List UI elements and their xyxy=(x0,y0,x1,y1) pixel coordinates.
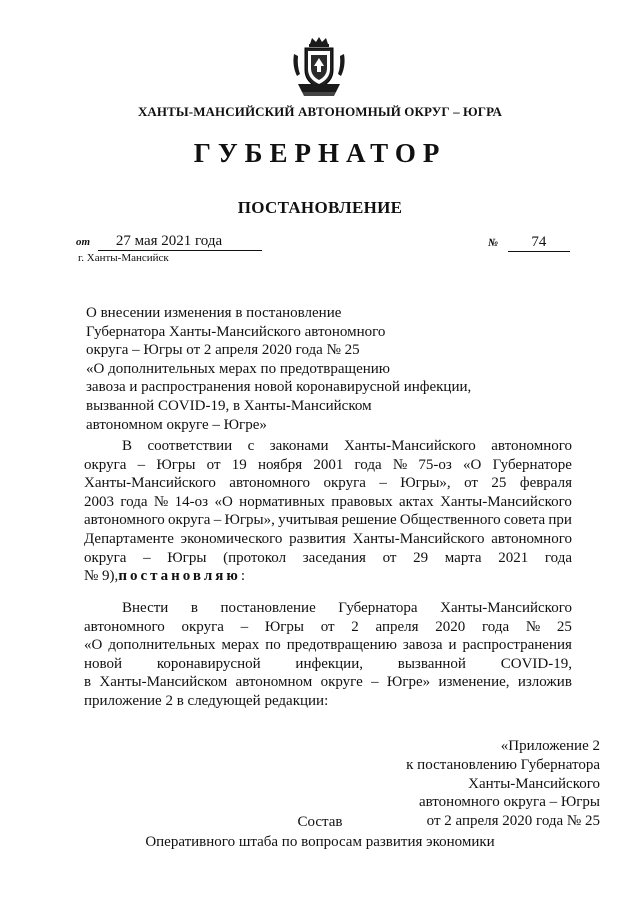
word: от xyxy=(320,618,335,635)
word: в xyxy=(84,674,92,691)
subject-line: «О дополнительных мерах по предотвращению xyxy=(86,360,390,377)
operative-line xyxy=(84,655,572,674)
word: заседания xyxy=(302,549,366,566)
preamble-line xyxy=(84,511,572,530)
region-name: ХАНТЫ-МАНСИЙСКИЙ АВТОНОМНЫЙ ОКРУГ – ЮГРА xyxy=(137,104,503,119)
preamble-line xyxy=(84,530,572,549)
word: апреля xyxy=(375,618,419,635)
appendix-line: от 2 апреля 2020 года № 25 xyxy=(426,813,600,830)
document-number: 74 xyxy=(508,234,570,252)
document-subject xyxy=(86,304,506,434)
word: 14-оз xyxy=(174,493,209,510)
authority-title: ГУБЕРНАТОР xyxy=(193,138,447,168)
composition-title: Состав xyxy=(297,814,343,830)
preamble-line xyxy=(84,493,572,512)
word: изменение, xyxy=(438,674,510,691)
word: соответствии xyxy=(147,438,233,454)
word: развития xyxy=(289,530,346,547)
word: по xyxy=(265,637,281,654)
preamble-line xyxy=(84,437,572,456)
word: с xyxy=(247,438,255,454)
decree-word: постановляю xyxy=(118,568,241,585)
word: при xyxy=(548,512,572,529)
word: – xyxy=(143,549,151,566)
word: решение xyxy=(341,512,397,529)
word: Югры», xyxy=(224,512,275,529)
word: Ханты-Мансийского xyxy=(440,493,572,510)
word: автономного xyxy=(84,512,165,529)
word: года xyxy=(481,618,510,635)
subject-line: Губернатора Ханты-Мансийского автономного xyxy=(86,323,386,340)
word: от xyxy=(206,456,221,473)
word: Югры xyxy=(264,618,304,635)
word: 2003 xyxy=(84,493,114,510)
word: Внести xyxy=(122,600,169,616)
word: 2020 xyxy=(435,618,466,635)
city: г. Ханты-Мансийск xyxy=(78,252,169,264)
word: округа xyxy=(181,618,224,635)
word: учитывая xyxy=(278,512,339,529)
word: № xyxy=(153,493,169,510)
word: в xyxy=(190,600,198,616)
word: от xyxy=(382,549,397,566)
word: В xyxy=(122,438,133,454)
word: дополнительных xyxy=(108,637,216,654)
preamble-line xyxy=(84,549,572,568)
word: инфекции, xyxy=(295,655,363,672)
word: Губернаторе xyxy=(492,456,572,473)
word: – xyxy=(379,475,387,492)
word: постановление xyxy=(220,600,316,616)
word: – xyxy=(213,512,222,529)
number-prefix: № xyxy=(488,237,499,249)
coat-of-arms-emblem xyxy=(290,36,348,98)
word: марта xyxy=(444,549,482,566)
document-date: 27 мая 2021 года xyxy=(98,233,262,251)
operative-paragraph xyxy=(84,599,572,711)
word: округа xyxy=(84,549,127,566)
operative-line xyxy=(84,599,572,618)
appendix-line: «Приложение 2 xyxy=(500,738,600,754)
word: Ханты-Мансийского xyxy=(440,600,572,616)
word: нормативных xyxy=(239,493,325,510)
date-line xyxy=(76,233,262,251)
word: COVID-19, xyxy=(500,655,572,672)
preamble-line xyxy=(84,456,572,475)
word: Югры xyxy=(167,549,207,566)
word: и xyxy=(448,637,457,654)
word: автономного xyxy=(84,618,165,635)
word: – xyxy=(137,456,146,473)
word: распространения xyxy=(462,637,572,654)
word: совета xyxy=(503,512,546,529)
word: коронавирусной xyxy=(156,655,261,672)
date-prefix: от xyxy=(76,236,91,248)
word: 2001 xyxy=(313,456,344,473)
word: Ханты-Мансийского xyxy=(352,530,485,547)
number-line xyxy=(488,234,570,252)
word: Югры xyxy=(156,456,196,473)
operative-line: приложение 2 в следующей редакции: xyxy=(84,692,329,709)
word: округа xyxy=(168,512,211,529)
preamble-paragraph xyxy=(84,437,572,586)
composition-subtitle: Оперативного штаба по вопросам развития экономики xyxy=(145,834,495,850)
word: автономного xyxy=(491,438,572,454)
word: актах xyxy=(399,493,434,510)
word: завоза xyxy=(402,637,443,654)
word: 19 xyxy=(231,456,247,473)
word: Ханты-Мансийском xyxy=(99,674,228,691)
word: 29 xyxy=(413,549,429,566)
subject-line: автономном округе – Югре» xyxy=(86,416,267,433)
word: 25 xyxy=(491,475,507,492)
word: № xyxy=(392,456,408,473)
word: ноября xyxy=(257,456,303,473)
preamble-last-line xyxy=(84,567,572,586)
word: от xyxy=(464,475,478,492)
word: Губернатора xyxy=(338,600,418,616)
operative-line xyxy=(84,636,572,655)
word: 25 xyxy=(556,618,572,635)
word: Югры», xyxy=(400,475,451,492)
appendix-line: Ханты-Мансийского xyxy=(468,775,600,792)
preamble-last-end: : xyxy=(240,568,246,585)
word: вызванной xyxy=(397,655,466,672)
word: Ханты-Мансийского xyxy=(343,438,476,454)
word: новой xyxy=(84,655,123,672)
document-type: ПОСТАНОВЛЕНИЕ xyxy=(237,198,403,217)
operative-line xyxy=(84,618,572,637)
preamble-last-start: № 9), xyxy=(84,568,119,585)
word: (протокол xyxy=(223,549,287,566)
subject-line: О внесении изменения в постановление xyxy=(86,305,342,321)
word: автономного xyxy=(491,530,572,547)
word: 2021 xyxy=(498,549,529,566)
word: года xyxy=(354,456,382,473)
word: № xyxy=(525,618,541,635)
word: «О xyxy=(463,456,482,473)
word: 75-оз xyxy=(418,456,452,473)
operative-line xyxy=(84,673,572,692)
word: автономного xyxy=(229,475,311,492)
word: автономном xyxy=(235,674,313,691)
word: «О xyxy=(214,493,233,510)
word: февраля xyxy=(519,475,572,492)
word: Югре» xyxy=(386,674,431,691)
word: изложив xyxy=(517,674,572,691)
appendix-line: к постановлению Губернатора xyxy=(406,756,600,773)
appendix-line: автономного округа – Югры xyxy=(418,794,600,811)
word: экономического xyxy=(180,530,283,547)
subject-line: округа – Югры от 2 апреля 2020 года № 25 xyxy=(86,342,360,359)
word: правовых xyxy=(331,493,393,510)
word: округе xyxy=(320,674,363,691)
word: года xyxy=(544,549,572,566)
word: «О xyxy=(84,637,103,654)
word: – xyxy=(371,674,379,691)
subject-line: завоза и распространения новой коронавирусной инфекции, xyxy=(86,379,472,396)
subject-line: вызванной COVID-19, в Ханты-Мансийском xyxy=(86,397,372,414)
word: Общественного xyxy=(399,512,501,529)
word: округа xyxy=(84,456,127,473)
word: мерах xyxy=(221,637,260,654)
preamble-line xyxy=(84,474,572,493)
word: округа xyxy=(323,475,366,492)
word: 2 xyxy=(351,618,359,635)
word: Ханты-Мансийского xyxy=(84,475,216,492)
composition-heading xyxy=(0,812,640,852)
word: года xyxy=(120,493,148,510)
word: Департаменте xyxy=(84,530,174,547)
word: законами xyxy=(269,438,329,454)
word: предотвращению xyxy=(286,637,397,654)
word: – xyxy=(240,618,249,635)
